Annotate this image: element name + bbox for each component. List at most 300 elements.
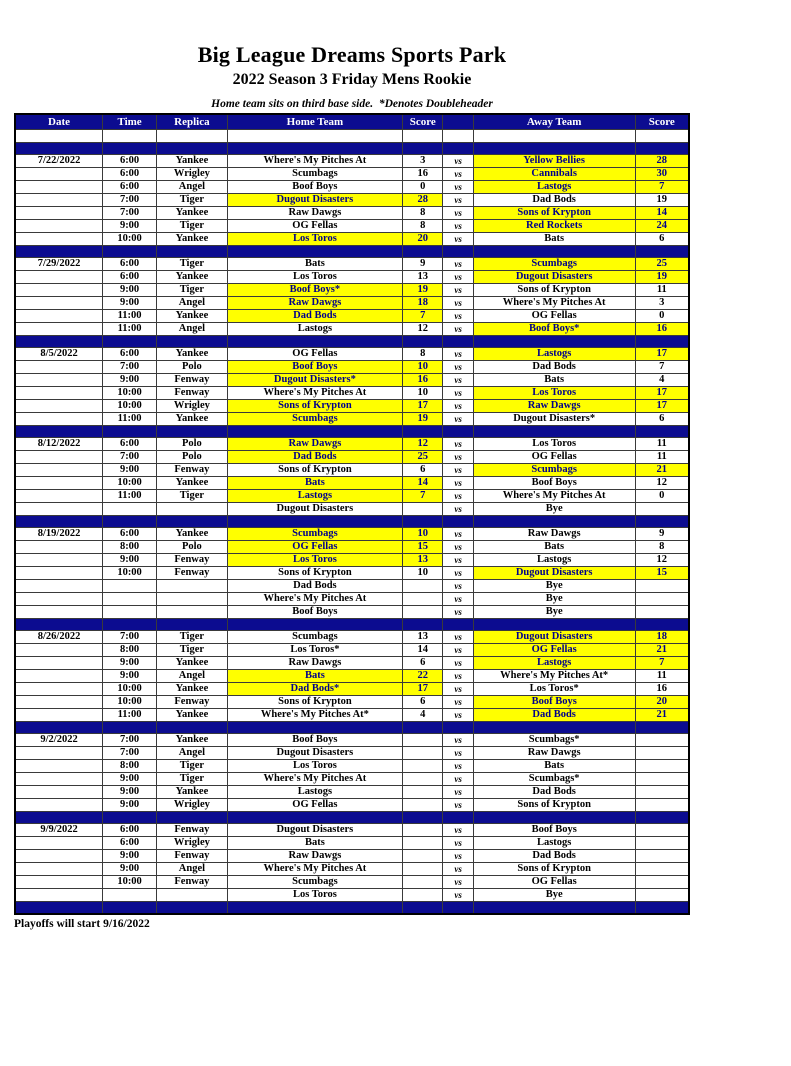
away-team-cell: Dugout Disasters [473, 567, 635, 580]
separator-cell [15, 812, 103, 824]
replica-cell: Fenway [157, 464, 228, 477]
blank-cell [15, 130, 103, 143]
away-score-cell: 28 [635, 155, 689, 168]
home-score-cell [403, 850, 443, 863]
home-team-cell: Bats [227, 258, 402, 271]
replica-cell: Yankee [157, 528, 228, 541]
vs-cell: vs [443, 194, 473, 207]
header-away-team: Away Team [473, 114, 635, 130]
away-score-cell [635, 503, 689, 516]
header-home-team: Home Team [227, 114, 402, 130]
home-team-cell: Where's My Pitches At* [227, 709, 402, 722]
time-cell: 6:00 [103, 258, 157, 271]
time-cell: 9:00 [103, 554, 157, 567]
home-team-cell: Bats [227, 837, 402, 850]
home-score-cell: 15 [403, 541, 443, 554]
away-team-cell: Dad Bods [473, 194, 635, 207]
separator-cell [157, 143, 228, 155]
separator-cell [443, 812, 473, 824]
date-cell [15, 451, 103, 464]
time-cell: 9:00 [103, 863, 157, 876]
away-team-cell: Boof Boys [473, 696, 635, 709]
vs-cell: vs [443, 709, 473, 722]
away-score-cell: 0 [635, 490, 689, 503]
vs-cell: vs [443, 876, 473, 889]
separator-cell [227, 143, 402, 155]
away-team-cell: Yellow Bellies [473, 155, 635, 168]
home-team-cell: Boof Boys [227, 606, 402, 619]
home-team-cell: Boof Boys [227, 734, 402, 747]
separator-cell [103, 722, 157, 734]
date-cell: 7/22/2022 [15, 155, 103, 168]
date-cell [15, 644, 103, 657]
away-team-cell: Raw Dawgs [473, 400, 635, 413]
separator-cell [403, 426, 443, 438]
vs-cell: vs [443, 477, 473, 490]
home-score-cell: 14 [403, 477, 443, 490]
game-row [15, 760, 689, 773]
separator-cell [103, 516, 157, 528]
date-cell [15, 593, 103, 606]
home-team-cell: OG Fellas [227, 348, 402, 361]
separator-cell [403, 336, 443, 348]
replica-cell: Yankee [157, 310, 228, 323]
vs-cell: vs [443, 863, 473, 876]
replica-cell [157, 580, 228, 593]
away-team-cell: Where's My Pitches At [473, 297, 635, 310]
away-team-cell: Red Rockets [473, 220, 635, 233]
away-score-cell: 8 [635, 541, 689, 554]
away-score-cell [635, 824, 689, 837]
replica-cell: Wrigley [157, 799, 228, 812]
home-score-cell: 10 [403, 567, 443, 580]
separator-cell [473, 812, 635, 824]
replica-cell: Angel [157, 747, 228, 760]
replica-cell: Yankee [157, 233, 228, 246]
separator-cell [227, 812, 402, 824]
time-cell: 11:00 [103, 490, 157, 503]
home-score-cell: 7 [403, 310, 443, 323]
home-team-cell: Scumbags [227, 168, 402, 181]
away-score-cell [635, 837, 689, 850]
away-score-cell: 16 [635, 323, 689, 336]
home-score-cell: 10 [403, 387, 443, 400]
game-row [15, 593, 689, 606]
date-cell [15, 696, 103, 709]
away-team-cell: Bats [473, 541, 635, 554]
home-team-cell: Scumbags [227, 631, 402, 644]
replica-cell: Fenway [157, 374, 228, 387]
separator-cell [443, 516, 473, 528]
home-team-cell: Raw Dawgs [227, 850, 402, 863]
home-score-cell: 0 [403, 181, 443, 194]
replica-cell: Polo [157, 451, 228, 464]
replica-cell: Yankee [157, 271, 228, 284]
replica-cell: Angel [157, 297, 228, 310]
vs-cell: vs [443, 889, 473, 902]
time-cell: 9:00 [103, 773, 157, 786]
time-cell: 6:00 [103, 271, 157, 284]
separator-cell [473, 516, 635, 528]
away-score-cell: 25 [635, 258, 689, 271]
away-score-cell: 17 [635, 348, 689, 361]
game-row [15, 696, 689, 709]
home-score-cell: 12 [403, 438, 443, 451]
game-row [15, 631, 689, 644]
home-score-cell: 22 [403, 670, 443, 683]
home-team-cell: OG Fellas [227, 541, 402, 554]
time-cell: 9:00 [103, 657, 157, 670]
date-cell [15, 889, 103, 902]
vs-cell: vs [443, 181, 473, 194]
replica-cell: Fenway [157, 850, 228, 863]
game-row [15, 528, 689, 541]
separator-cell [227, 619, 402, 631]
vs-cell: vs [443, 387, 473, 400]
home-score-cell: 18 [403, 297, 443, 310]
game-row [15, 580, 689, 593]
replica-cell: Tiger [157, 760, 228, 773]
away-team-cell: Dugout Disasters* [473, 413, 635, 426]
game-row [15, 361, 689, 374]
vs-cell: vs [443, 541, 473, 554]
away-score-cell: 21 [635, 644, 689, 657]
section-separator-row [15, 812, 689, 824]
away-team-cell: OG Fellas [473, 451, 635, 464]
home-team-cell: Los Toros [227, 554, 402, 567]
replica-cell: Yankee [157, 477, 228, 490]
vs-cell: vs [443, 297, 473, 310]
game-row [15, 554, 689, 567]
game-row [15, 284, 689, 297]
date-cell [15, 233, 103, 246]
home-team-cell: Lastogs [227, 490, 402, 503]
separator-cell [635, 426, 689, 438]
vs-cell: vs [443, 155, 473, 168]
date-cell [15, 554, 103, 567]
away-score-cell: 19 [635, 194, 689, 207]
home-team-cell: Sons of Krypton [227, 464, 402, 477]
game-row [15, 606, 689, 619]
vs-cell: vs [443, 413, 473, 426]
home-score-cell: 3 [403, 155, 443, 168]
replica-cell [157, 593, 228, 606]
replica-cell: Polo [157, 438, 228, 451]
blank-cell [227, 130, 402, 143]
away-score-cell: 17 [635, 400, 689, 413]
away-team-cell: Bye [473, 889, 635, 902]
home-score-cell [403, 734, 443, 747]
replica-cell: Yankee [157, 413, 228, 426]
section-separator-row [15, 336, 689, 348]
time-cell: 7:00 [103, 451, 157, 464]
game-row [15, 271, 689, 284]
separator-cell [443, 246, 473, 258]
time-cell: 7:00 [103, 747, 157, 760]
away-team-cell: Dugout Disasters [473, 271, 635, 284]
separator-cell [15, 516, 103, 528]
away-team-cell: OG Fellas [473, 876, 635, 889]
replica-cell: Fenway [157, 567, 228, 580]
time-cell: 10:00 [103, 400, 157, 413]
home-team-cell: Lastogs [227, 786, 402, 799]
time-cell: 7:00 [103, 194, 157, 207]
date-cell [15, 310, 103, 323]
game-row [15, 348, 689, 361]
home-score-cell: 19 [403, 284, 443, 297]
separator-cell [473, 426, 635, 438]
separator-cell [227, 426, 402, 438]
home-team-cell: Sons of Krypton [227, 696, 402, 709]
vs-cell: vs [443, 451, 473, 464]
away-team-cell: Los Toros [473, 438, 635, 451]
replica-cell: Angel [157, 181, 228, 194]
time-cell: 6:00 [103, 837, 157, 850]
date-cell [15, 786, 103, 799]
away-score-cell: 16 [635, 683, 689, 696]
separator-cell [635, 143, 689, 155]
away-score-cell: 30 [635, 168, 689, 181]
home-team-cell: Scumbags [227, 876, 402, 889]
game-row [15, 799, 689, 812]
away-team-cell: Dad Bods [473, 786, 635, 799]
separator-cell [103, 143, 157, 155]
date-cell [15, 413, 103, 426]
date-cell [15, 541, 103, 554]
time-cell: 11:00 [103, 323, 157, 336]
separator-cell [443, 902, 473, 915]
schedule-sheet [14, 42, 690, 930]
home-score-cell [403, 863, 443, 876]
home-team-cell: Boof Boys [227, 361, 402, 374]
game-row [15, 889, 689, 902]
game-row [15, 374, 689, 387]
vs-cell: vs [443, 631, 473, 644]
separator-cell [403, 619, 443, 631]
vs-cell: vs [443, 760, 473, 773]
vs-cell: vs [443, 233, 473, 246]
blank-row [15, 130, 689, 143]
date-cell [15, 207, 103, 220]
away-team-cell: Sons of Krypton [473, 863, 635, 876]
home-team-cell: Where's My Pitches At [227, 773, 402, 786]
game-row [15, 747, 689, 760]
separator-cell [15, 426, 103, 438]
separator-cell [103, 619, 157, 631]
time-cell: 10:00 [103, 477, 157, 490]
away-team-cell: Boof Boys [473, 824, 635, 837]
home-score-cell: 28 [403, 194, 443, 207]
time-cell: 6:00 [103, 348, 157, 361]
date-cell [15, 490, 103, 503]
separator-cell [403, 516, 443, 528]
home-score-cell: 13 [403, 631, 443, 644]
date-cell [15, 181, 103, 194]
away-team-cell: Scumbags [473, 258, 635, 271]
game-row [15, 387, 689, 400]
home-team-cell: Where's My Pitches At [227, 593, 402, 606]
game-row [15, 297, 689, 310]
separator-cell [403, 722, 443, 734]
vs-cell: vs [443, 464, 473, 477]
section-separator-row [15, 722, 689, 734]
date-cell [15, 168, 103, 181]
replica-cell [157, 606, 228, 619]
game-row [15, 438, 689, 451]
time-cell: 7:00 [103, 361, 157, 374]
vs-cell: vs [443, 747, 473, 760]
separator-cell [227, 902, 402, 915]
header-home-score: Score [403, 114, 443, 130]
away-score-cell: 20 [635, 696, 689, 709]
separator-cell [227, 246, 402, 258]
away-team-cell: Boof Boys* [473, 323, 635, 336]
date-cell: 8/12/2022 [15, 438, 103, 451]
away-team-cell: Dugout Disasters [473, 631, 635, 644]
home-score-cell: 6 [403, 696, 443, 709]
home-score-cell: 9 [403, 258, 443, 271]
replica-cell: Tiger [157, 644, 228, 657]
blank-cell [635, 130, 689, 143]
away-score-cell [635, 799, 689, 812]
separator-cell [15, 902, 103, 915]
away-team-cell: Bye [473, 593, 635, 606]
playoffs-note: Playoffs will start 9/16/2022 [14, 918, 150, 930]
away-score-cell [635, 850, 689, 863]
section-separator-row [15, 516, 689, 528]
replica-cell: Tiger [157, 258, 228, 271]
date-cell [15, 670, 103, 683]
game-row [15, 258, 689, 271]
date-cell [15, 773, 103, 786]
home-score-cell: 8 [403, 348, 443, 361]
away-score-cell: 24 [635, 220, 689, 233]
header-replica: Replica [157, 114, 228, 130]
game-row [15, 168, 689, 181]
game-row [15, 323, 689, 336]
home-team-cell: Scumbags [227, 528, 402, 541]
game-row [15, 541, 689, 554]
time-cell [103, 606, 157, 619]
page-subtitle: 2022 Season 3 Friday Mens Rookie [232, 71, 472, 88]
blank-cell [103, 130, 157, 143]
time-cell: 9:00 [103, 464, 157, 477]
separator-cell [103, 246, 157, 258]
away-score-cell: 4 [635, 374, 689, 387]
away-score-cell: 0 [635, 310, 689, 323]
separator-cell [473, 246, 635, 258]
away-team-cell: Sons of Krypton [473, 799, 635, 812]
away-team-cell: Lastogs [473, 657, 635, 670]
game-row [15, 490, 689, 503]
away-team-cell: Dad Bods [473, 709, 635, 722]
home-score-cell: 25 [403, 451, 443, 464]
vs-cell: vs [443, 220, 473, 233]
replica-cell: Angel [157, 670, 228, 683]
game-row [15, 837, 689, 850]
vs-cell: vs [443, 348, 473, 361]
home-team-cell: Boof Boys [227, 181, 402, 194]
time-cell: 11:00 [103, 310, 157, 323]
vs-cell: vs [443, 310, 473, 323]
home-score-cell: 8 [403, 207, 443, 220]
separator-cell [403, 812, 443, 824]
away-team-cell: Where's My Pitches At* [473, 670, 635, 683]
separator-cell [15, 143, 103, 155]
vs-cell: vs [443, 670, 473, 683]
date-cell: 7/29/2022 [15, 258, 103, 271]
away-team-cell: Lastogs [473, 181, 635, 194]
vs-cell: vs [443, 168, 473, 181]
home-team-cell: Sons of Krypton [227, 567, 402, 580]
date-cell: 8/26/2022 [15, 631, 103, 644]
away-score-cell: 18 [635, 631, 689, 644]
away-score-cell: 7 [635, 657, 689, 670]
vs-cell: vs [443, 374, 473, 387]
time-cell: 11:00 [103, 709, 157, 722]
away-team-cell: Lastogs [473, 837, 635, 850]
separator-cell [15, 336, 103, 348]
separator-cell [227, 722, 402, 734]
game-row [15, 876, 689, 889]
replica-cell: Wrigley [157, 400, 228, 413]
replica-cell [157, 889, 228, 902]
game-row [15, 477, 689, 490]
away-score-cell: 12 [635, 477, 689, 490]
replica-cell: Yankee [157, 657, 228, 670]
game-row [15, 709, 689, 722]
away-score-cell [635, 876, 689, 889]
home-score-cell [403, 773, 443, 786]
replica-cell: Yankee [157, 207, 228, 220]
date-cell [15, 580, 103, 593]
vs-cell: vs [443, 528, 473, 541]
home-score-cell [403, 593, 443, 606]
replica-cell: Yankee [157, 709, 228, 722]
separator-cell [157, 246, 228, 258]
time-cell: 8:00 [103, 760, 157, 773]
home-score-cell [403, 786, 443, 799]
replica-cell: Fenway [157, 876, 228, 889]
date-cell [15, 606, 103, 619]
home-score-cell: 13 [403, 271, 443, 284]
home-team-cell: Bats [227, 670, 402, 683]
separator-cell [103, 812, 157, 824]
separator-cell [403, 902, 443, 915]
away-score-cell: 11 [635, 438, 689, 451]
replica-cell: Fenway [157, 554, 228, 567]
date-cell [15, 271, 103, 284]
game-row [15, 220, 689, 233]
replica-cell: Angel [157, 323, 228, 336]
date-cell [15, 387, 103, 400]
date-cell [15, 850, 103, 863]
blank-cell [403, 130, 443, 143]
schedule-table [14, 113, 690, 915]
time-cell: 7:00 [103, 631, 157, 644]
time-cell: 9:00 [103, 297, 157, 310]
separator-cell [403, 143, 443, 155]
separator-cell [157, 336, 228, 348]
away-team-cell: Raw Dawgs [473, 528, 635, 541]
game-row [15, 181, 689, 194]
game-row [15, 400, 689, 413]
separator-cell [227, 336, 402, 348]
away-score-cell: 15 [635, 567, 689, 580]
away-score-cell: 11 [635, 670, 689, 683]
home-team-cell: Dugout Disasters [227, 747, 402, 760]
time-cell: 8:00 [103, 644, 157, 657]
